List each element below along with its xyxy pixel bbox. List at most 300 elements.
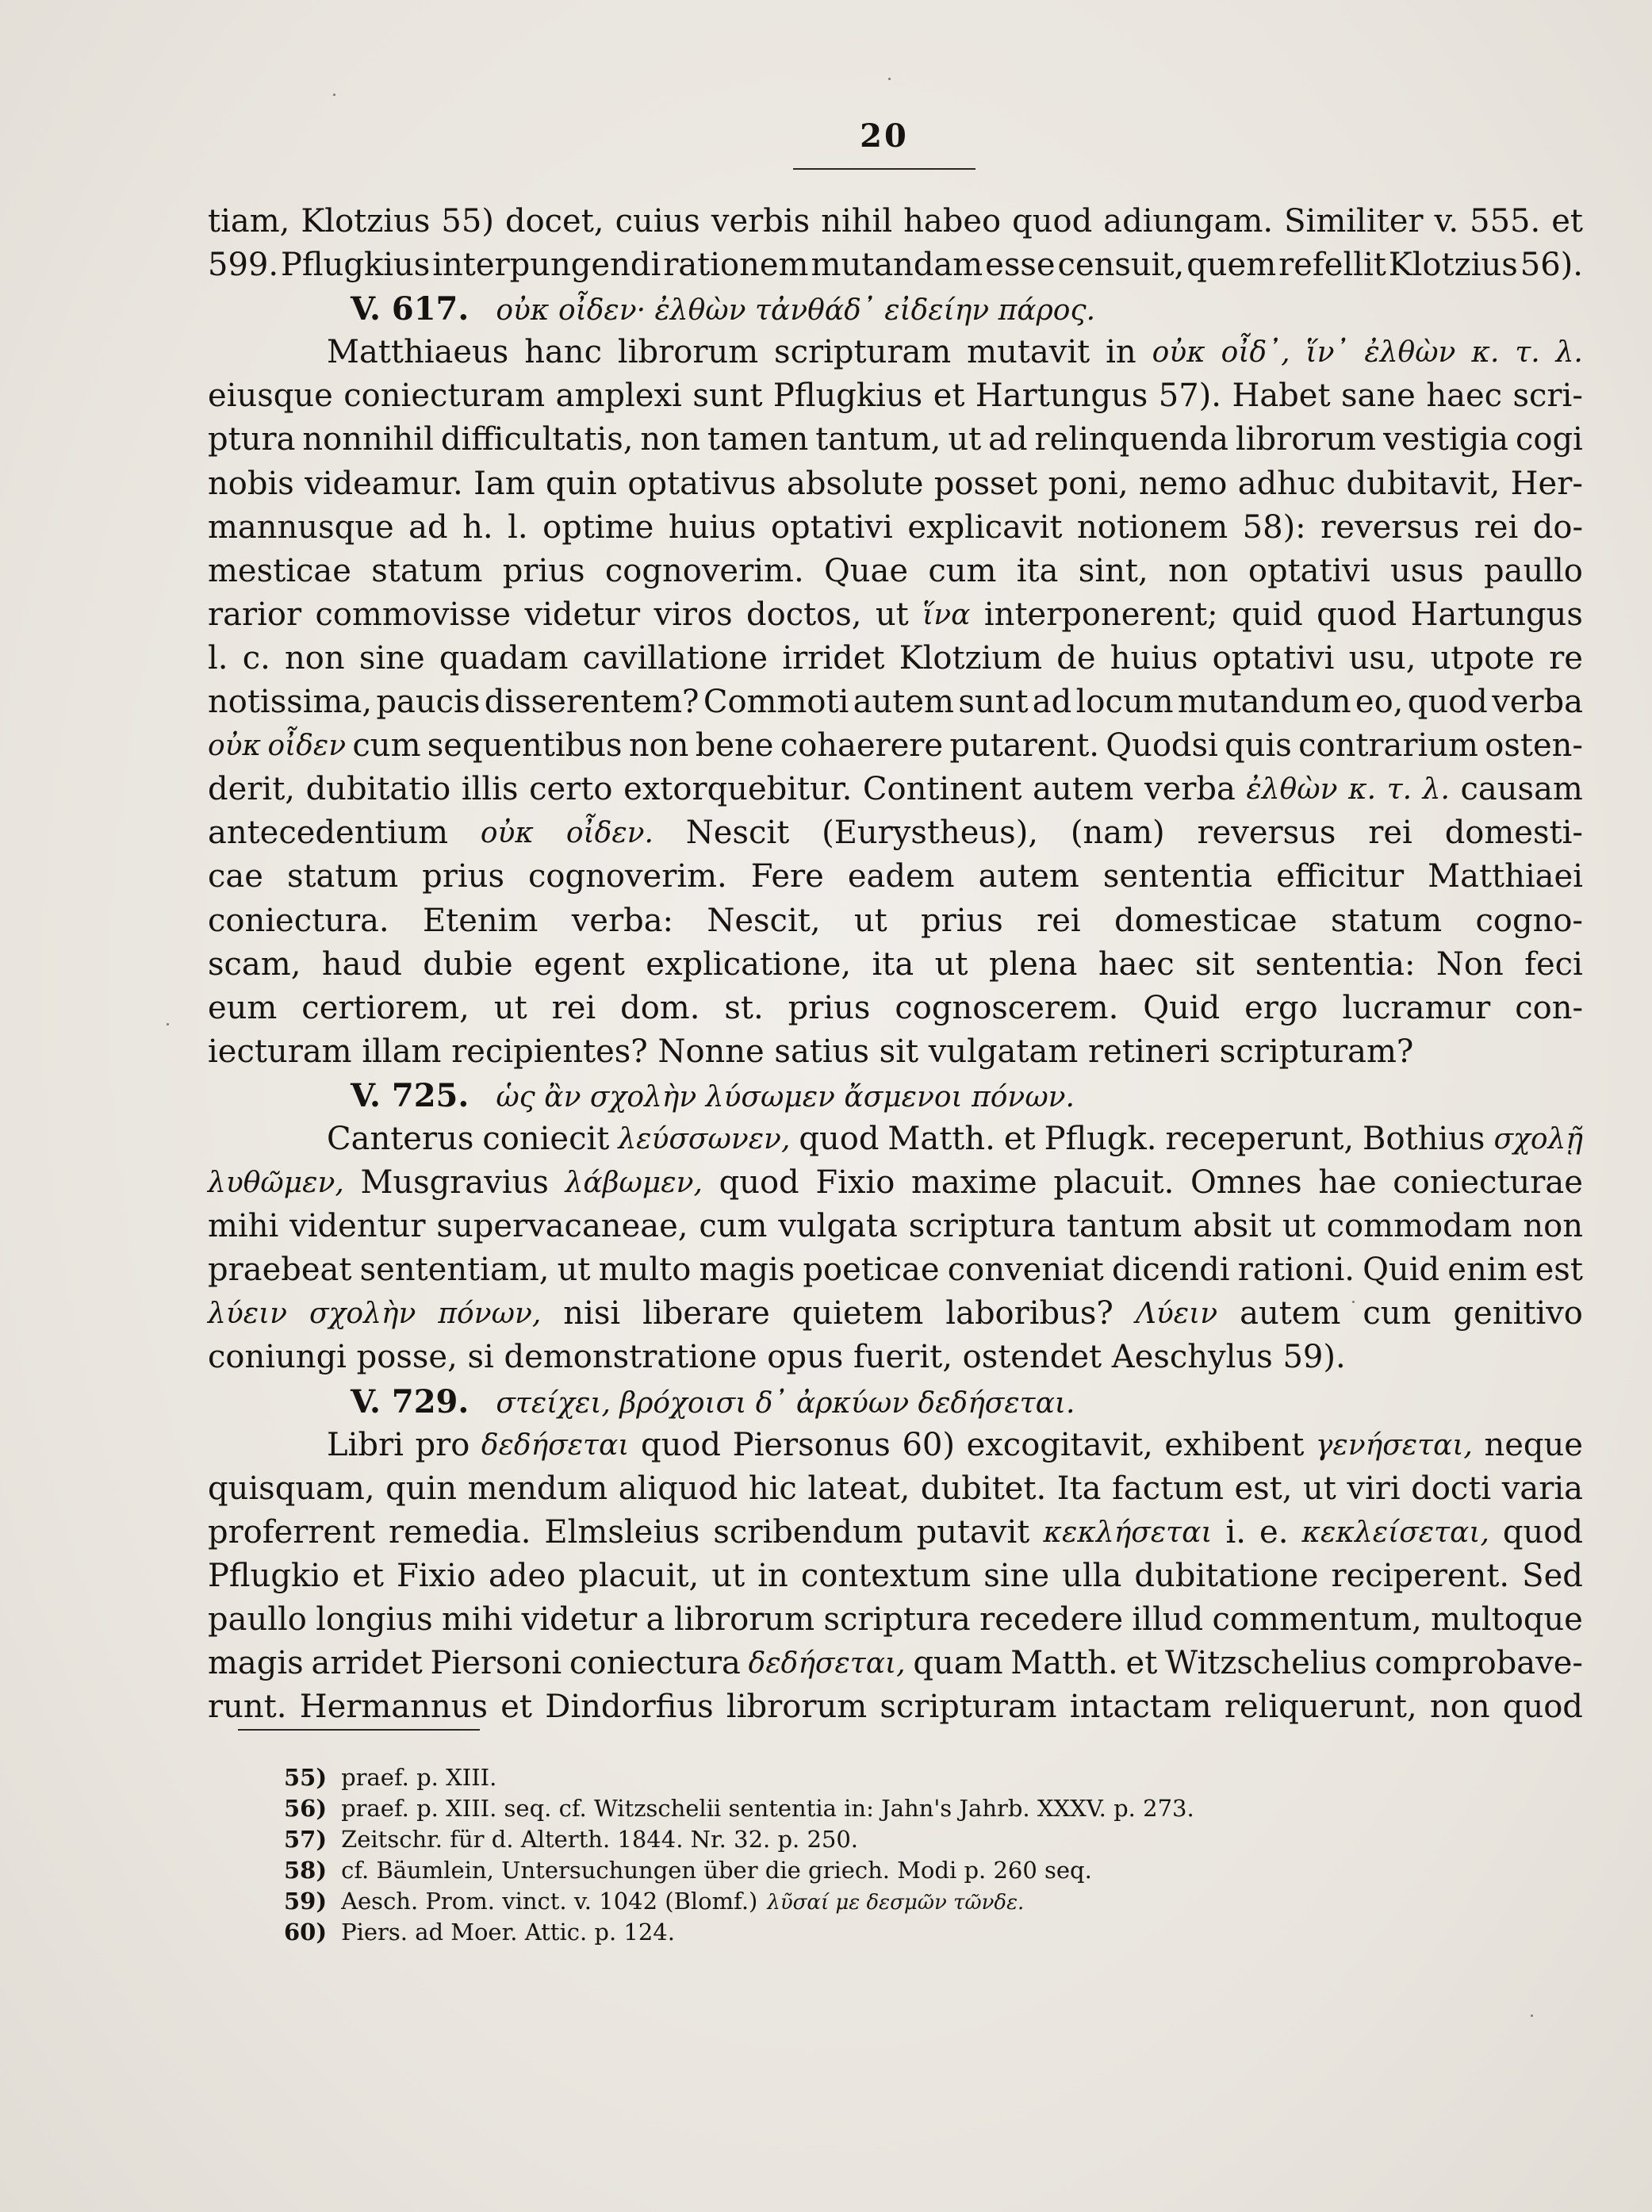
word: non	[1429, 1689, 1490, 1726]
word: Witzschelius	[1165, 1645, 1367, 1682]
text-line	[208, 1248, 1583, 1292]
word: λυθῶμεν,	[208, 1167, 344, 1200]
word: scriptura	[823, 1601, 971, 1638]
word: Quid	[1143, 989, 1221, 1026]
paper-speck	[888, 78, 891, 80]
word: cogno-	[1475, 902, 1583, 939]
word: ad	[1032, 684, 1072, 721]
word: domesticae	[1114, 902, 1297, 939]
word: e.	[1259, 1513, 1289, 1551]
word: st.	[724, 989, 764, 1026]
word: Nescit	[685, 815, 790, 852]
text-line	[208, 943, 1583, 987]
word: statum	[1330, 902, 1443, 939]
text-line: iecturam illam recipientes? Nonne satius sit vulgatam retineri scripturam?	[208, 1033, 1414, 1070]
word: rei	[1037, 902, 1081, 939]
word: non	[1167, 552, 1228, 589]
word: extorquebitur.	[623, 771, 853, 808]
footnotes-block	[284, 1762, 1434, 1948]
word: dubitatio	[305, 771, 451, 808]
footnote-text: praef. p. XIII. seq. cf. Witzschelii sententia in: Jahn's Jahrb. XXXV. p. 273.	[341, 1795, 1194, 1822]
word: factum	[1112, 1470, 1224, 1507]
word: quem	[1186, 247, 1277, 284]
word: optativus	[627, 465, 776, 502]
footnote	[284, 1824, 1434, 1855]
word: hic	[748, 1470, 797, 1507]
word: quod	[1502, 1513, 1583, 1551]
word: runt.	[208, 1689, 287, 1726]
word: relinquenda	[1034, 421, 1228, 458]
word: amplexi	[555, 378, 682, 415]
word: vulgata	[778, 1208, 898, 1245]
word: 58):	[1242, 508, 1306, 546]
word: Klotzius	[301, 203, 431, 240]
word: 599.	[208, 247, 279, 284]
word: praebeat	[208, 1252, 352, 1289]
word: commovisse	[315, 596, 512, 633]
word: aliquod	[618, 1470, 738, 1507]
word: ut	[934, 945, 968, 983]
word: recedere	[979, 1601, 1124, 1638]
text-line	[208, 200, 1583, 243]
word: coniecit	[482, 1120, 610, 1157]
word: cogi	[1515, 421, 1583, 458]
word: videtur	[524, 596, 641, 633]
word: Iam	[473, 465, 535, 502]
main-text-block	[208, 200, 1583, 1729]
text-line	[208, 243, 1583, 287]
word: laboribus?	[945, 1295, 1113, 1332]
word: statum	[286, 858, 399, 895]
verse-reference: V. 617.	[351, 290, 470, 328]
paper-speck	[167, 1023, 169, 1025]
verse-reference: V. 729.	[351, 1382, 470, 1420]
text-line	[208, 987, 1583, 1030]
word: certiorem,	[301, 989, 470, 1026]
text-line	[208, 1380, 1583, 1424]
word: rei	[551, 989, 596, 1026]
paper-speck	[1531, 2015, 1533, 2017]
word: reciperent.	[1331, 1557, 1510, 1594]
word: optativi	[770, 508, 893, 546]
word: γενήσεται,	[1315, 1428, 1473, 1462]
word: reliquerunt,	[1224, 1689, 1417, 1726]
text-line	[208, 899, 1583, 943]
word: feci	[1524, 945, 1583, 983]
word: excogitavit,	[966, 1426, 1153, 1463]
word: vestigia	[1383, 421, 1508, 458]
word: c.	[242, 639, 270, 677]
word: pro	[415, 1426, 470, 1463]
text-line	[208, 855, 1583, 899]
footnote	[284, 1793, 1434, 1824]
word: nihil	[821, 203, 893, 240]
paper-speck	[1352, 1301, 1355, 1303]
word: adeo	[489, 1557, 566, 1594]
word: δεδήσεται,	[748, 1647, 906, 1681]
word: Omnes	[1190, 1164, 1302, 1202]
word: cum	[699, 1208, 768, 1245]
word: supervacaneae,	[436, 1208, 688, 1245]
word: reversus	[1320, 508, 1460, 546]
word: optativi	[1248, 552, 1370, 589]
footnote-greek: λῦσαί με δεσμῶν τῶνδε.	[767, 1891, 1025, 1915]
word: notissima,	[208, 684, 373, 721]
word: ulla	[1062, 1557, 1122, 1594]
word: quin	[385, 1470, 458, 1507]
word: Bothius	[1363, 1120, 1485, 1157]
word: tiam,	[208, 203, 290, 240]
word: (Eurystheus),	[822, 815, 1039, 852]
word: οἶδεν	[267, 730, 347, 763]
word: eo,	[1355, 684, 1404, 721]
word: contextum	[800, 1557, 972, 1594]
page-number-underline	[793, 168, 975, 170]
word: Pflugkio	[208, 1557, 340, 1594]
word: κεκλήσεται	[1043, 1516, 1213, 1549]
word: ad	[408, 508, 448, 546]
word: dubitet.	[920, 1470, 1047, 1507]
text-line	[208, 1292, 1583, 1336]
word: autem	[1033, 771, 1134, 808]
word: optativi	[1212, 639, 1335, 677]
word: placuit,	[578, 1557, 700, 1594]
word: Musgravius	[360, 1164, 549, 1202]
text-line	[208, 1118, 1583, 1161]
word: et	[352, 1557, 384, 1594]
word: Similiter	[1284, 203, 1424, 240]
word: refellit	[1278, 247, 1386, 284]
text-line	[208, 287, 1583, 331]
word: scribendum	[713, 1513, 903, 1551]
word: κ.	[1471, 336, 1500, 370]
text-line	[208, 1205, 1583, 1248]
word: sententiam,	[359, 1252, 550, 1289]
word: et	[1125, 1645, 1158, 1682]
text-line	[208, 768, 1583, 811]
word: sententia:	[1255, 945, 1416, 983]
word: causam	[1460, 771, 1583, 808]
word: antecedentium	[208, 815, 449, 852]
word: ad	[988, 421, 1028, 458]
word: illis	[461, 771, 519, 808]
word: Elmsleius	[544, 1513, 700, 1551]
word: docti	[1411, 1470, 1492, 1507]
word: statum	[371, 552, 483, 589]
word: verba	[1144, 771, 1236, 808]
word: eiusque	[208, 378, 333, 415]
word: arridet	[311, 1645, 423, 1682]
word: proferrent	[208, 1513, 376, 1551]
word: λ.	[1555, 336, 1583, 370]
word: σχολῇ	[1493, 1122, 1583, 1156]
word: sunt	[958, 684, 1029, 721]
word: mutavit	[967, 334, 1090, 371]
word: ut	[853, 902, 887, 939]
word: magis	[208, 1645, 304, 1682]
footnote-text: Piers. ad Moer. Attic. p. 124.	[341, 1919, 675, 1946]
word: tantum,	[815, 421, 941, 458]
word: ἵνα	[922, 598, 971, 631]
word: notionem	[1077, 508, 1228, 546]
word: verbis	[711, 203, 811, 240]
word: dubie	[423, 945, 513, 983]
footnote-text: Aesch. Prom. vinct. v. 1042 (Blomf.)	[341, 1888, 758, 1915]
text-line	[208, 811, 1583, 855]
word: 555.	[1470, 203, 1541, 240]
word: cuius	[615, 203, 700, 240]
word: videtur	[521, 1601, 638, 1638]
word: huius	[668, 508, 757, 546]
word: coniecturae	[1393, 1164, 1583, 1202]
word: prius	[502, 552, 585, 589]
word: quod	[1317, 596, 1397, 633]
word: rarior	[208, 596, 302, 633]
word: viros	[654, 596, 733, 633]
footnote-number: 60)	[284, 1919, 328, 1946]
word: mihi	[208, 1208, 279, 1245]
word: Pflugkius	[281, 247, 431, 284]
word: ut	[1282, 1208, 1316, 1245]
word: contrarium	[1298, 727, 1478, 765]
word: l.	[208, 639, 228, 677]
word: (nam)	[1070, 815, 1165, 852]
word: quam	[913, 1645, 1003, 1682]
word: ut	[948, 421, 982, 458]
footnote	[284, 1855, 1434, 1886]
word: nobis	[208, 465, 294, 502]
word: τ.	[1515, 336, 1540, 370]
word: paullo	[208, 1601, 307, 1638]
word: adhuc	[1237, 465, 1336, 502]
word: plena	[988, 945, 1078, 983]
word: re	[1549, 639, 1583, 677]
word: cum	[352, 727, 421, 765]
word: Ita	[1056, 1470, 1102, 1507]
word: sine	[358, 639, 425, 677]
word: disserentem?	[484, 684, 700, 721]
word: Λύειν	[1135, 1298, 1218, 1331]
text-line	[208, 506, 1583, 550]
word: λ.	[1422, 773, 1450, 807]
word: Fixio	[815, 1164, 895, 1202]
word: autem	[1240, 1295, 1341, 1332]
word: non	[628, 727, 689, 765]
word: non	[285, 639, 345, 677]
word: placuit.	[1053, 1164, 1175, 1202]
word: lucramur	[1342, 989, 1491, 1026]
word: poeticae	[803, 1252, 940, 1289]
word: nemo	[1138, 465, 1228, 502]
word: reversus	[1197, 815, 1336, 852]
word: cohaerere	[780, 727, 944, 765]
text-line	[208, 1555, 1583, 1598]
text-line	[208, 724, 1583, 768]
text-line	[208, 637, 1583, 680]
word: haec	[1426, 378, 1503, 415]
word: est,	[1234, 1470, 1293, 1507]
word: do-	[1532, 508, 1583, 546]
word: conveniat	[947, 1252, 1104, 1289]
word: prius	[921, 902, 1003, 939]
word: paullo	[1483, 552, 1583, 589]
text-line	[208, 1642, 1583, 1685]
word: Non	[1435, 945, 1504, 983]
word: remedia.	[389, 1513, 531, 1551]
page-number: 20	[860, 117, 909, 155]
word: Matth.	[887, 1120, 995, 1157]
word: Matth.	[1010, 1645, 1118, 1682]
text-line	[208, 1598, 1583, 1642]
word: et	[1551, 203, 1583, 240]
word: neque	[1484, 1426, 1583, 1463]
word: posset	[933, 465, 1038, 502]
word: viri	[1347, 1470, 1401, 1507]
word: verba	[1492, 684, 1583, 721]
word: Hermannus	[299, 1689, 488, 1726]
word: Canterus	[327, 1120, 474, 1157]
footnote-number: 58)	[284, 1857, 328, 1884]
word: doctos,	[746, 596, 862, 633]
word: librorum	[1235, 421, 1377, 458]
word: haec	[1098, 945, 1175, 983]
word: certo	[529, 771, 613, 808]
word: quisquam,	[208, 1470, 375, 1507]
word: quietem	[792, 1295, 924, 1332]
word: mendum	[467, 1470, 608, 1507]
word: ut	[493, 989, 527, 1026]
word: et	[500, 1689, 532, 1726]
word: Hartungus	[975, 378, 1148, 415]
word: non	[640, 421, 701, 458]
word: explicatione,	[646, 945, 852, 983]
word: in	[1106, 334, 1136, 371]
word: quod	[1502, 1689, 1583, 1726]
footnote	[284, 1886, 1434, 1917]
word: tamen	[707, 421, 809, 458]
word: Klotzius	[1388, 247, 1518, 284]
verse-reference: V. 725.	[351, 1076, 470, 1114]
word: hae	[1318, 1164, 1377, 1202]
word: varia	[1501, 1470, 1583, 1507]
word: habeo	[903, 203, 1002, 240]
word: optime	[542, 508, 654, 546]
word: coniectura	[569, 1645, 741, 1682]
footnote-number: 56)	[284, 1795, 328, 1822]
word: sane	[1341, 378, 1416, 415]
word: Piersonus	[732, 1426, 891, 1463]
word: prius	[422, 858, 504, 895]
word: de	[1056, 639, 1096, 677]
word: con-	[1515, 989, 1583, 1026]
word: i.	[1225, 1513, 1247, 1551]
word: dubitatione	[1134, 1557, 1319, 1594]
word: l.	[508, 508, 528, 546]
word: κεκλείσεται,	[1301, 1516, 1489, 1549]
word: Pflugk.	[1044, 1120, 1157, 1157]
word: in	[757, 1557, 788, 1594]
word: ut	[875, 596, 909, 633]
text-line: coniungi posse, si demonstratione opus fuerit, ostendet Aeschylus 59).	[208, 1339, 1346, 1376]
word: Pflugkius	[772, 378, 923, 415]
word: ergo	[1244, 989, 1318, 1026]
word: huius	[1110, 639, 1198, 677]
word: λάβωμεν,	[565, 1167, 703, 1200]
word: et	[1003, 1120, 1036, 1157]
greek-verse-quotation: στείχει, βρόχοισι δ᾽ ἀρκύων δεδήσεται.	[496, 1386, 1075, 1420]
word: poni,	[1048, 465, 1129, 502]
word: commentum,	[1212, 1601, 1422, 1638]
word: exhibent	[1164, 1426, 1305, 1463]
text-line	[208, 418, 1583, 462]
word: ptura	[208, 421, 296, 458]
word: Continent	[862, 771, 1022, 808]
word: irridet	[782, 639, 885, 677]
footnote-text: Zeitschr. für d. Alterth. 1844. Nr. 32. p. 250.	[341, 1826, 859, 1853]
word: dicendi	[1111, 1252, 1230, 1289]
word: Dindorfius	[545, 1689, 714, 1726]
word: cognoscerem.	[895, 989, 1119, 1026]
word: putarent.	[949, 727, 1099, 765]
word: 60)	[902, 1426, 955, 1463]
word: Fere	[750, 858, 824, 895]
word: autem	[853, 684, 954, 721]
word: ut	[1302, 1470, 1336, 1507]
word: genitivo	[1453, 1295, 1583, 1332]
word: οὐκ	[480, 817, 535, 850]
text-line	[208, 1161, 1583, 1205]
word: Piersoni	[430, 1645, 562, 1682]
word: adiungam.	[1103, 203, 1274, 240]
word: videamur.	[305, 465, 463, 502]
word: cae	[208, 858, 263, 895]
word: σχολὴν	[309, 1298, 416, 1331]
word: interponerent;	[983, 596, 1218, 633]
word: usu,	[1348, 639, 1416, 677]
word: κ.	[1348, 773, 1377, 807]
word: v.	[1434, 203, 1459, 240]
word: explicavit	[907, 508, 1063, 546]
word: ita	[1016, 552, 1059, 589]
word: esse	[985, 247, 1056, 284]
word: scripturam	[774, 334, 952, 371]
word: quod	[1407, 684, 1488, 721]
word: cum	[1363, 1295, 1432, 1332]
word: nisi	[563, 1295, 621, 1332]
word: Matthiaeus	[327, 334, 509, 371]
word: enim	[1447, 1252, 1527, 1289]
word: autem	[978, 858, 1079, 895]
word: haud	[321, 945, 402, 983]
word: illud	[1132, 1601, 1204, 1638]
word: sententia	[1102, 858, 1253, 895]
text-line	[208, 1685, 1583, 1729]
text-line	[208, 1511, 1583, 1555]
word: Habet	[1232, 378, 1331, 415]
word: ἵν᾽	[1305, 336, 1349, 370]
text-line	[208, 331, 1583, 374]
word: coniecturam	[343, 378, 546, 415]
word: δεδήσεται	[481, 1428, 630, 1462]
word: difficultatis,	[440, 421, 634, 458]
word: ἐλθὼν	[1364, 336, 1456, 370]
word: egent	[534, 945, 625, 983]
word: Quodsi	[1106, 727, 1218, 765]
word: mutandum	[1177, 684, 1351, 721]
word: sine	[983, 1557, 1050, 1594]
word: osten-	[1485, 727, 1583, 765]
word: Sed	[1522, 1557, 1583, 1594]
